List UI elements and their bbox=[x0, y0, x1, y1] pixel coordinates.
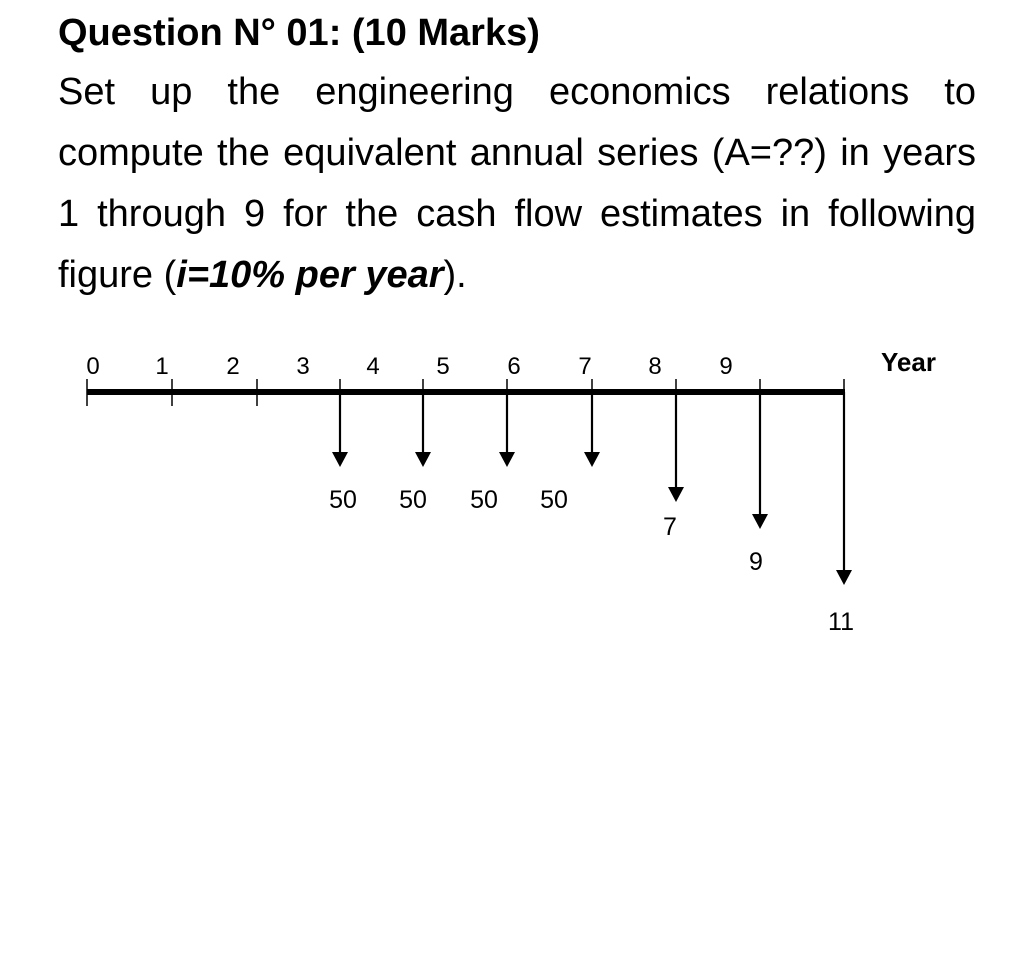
cash-flow-amount: 50 bbox=[540, 486, 568, 514]
arrow-head bbox=[415, 452, 431, 467]
arrow-head bbox=[499, 452, 515, 467]
cash-flow-amount: 50 bbox=[399, 486, 427, 514]
cash-flow-arrow-period-8 bbox=[749, 392, 768, 576]
cash-flow-arrow-period-7 bbox=[663, 392, 684, 541]
period-label-6: 6 bbox=[507, 353, 521, 380]
axis-label-year: Year bbox=[881, 347, 936, 377]
period-label-7: 7 bbox=[578, 353, 592, 380]
cash-flow-amount: 7 bbox=[663, 513, 677, 541]
period-label-9: 9 bbox=[719, 353, 733, 380]
cash-flow-arrow-period-6 bbox=[540, 392, 600, 514]
interest-rate: i=10% per year bbox=[176, 254, 444, 296]
cash-flow-arrow-period-3 bbox=[329, 392, 357, 514]
period-label-1: 1 bbox=[155, 353, 169, 380]
cash-flow-amount: 9 bbox=[749, 548, 763, 576]
period-label-8: 8 bbox=[648, 353, 662, 380]
cash-flow-arrows bbox=[329, 392, 854, 636]
cash-flow-amount: 11 bbox=[828, 608, 854, 636]
period-label-2: 2 bbox=[226, 353, 240, 380]
arrow-head bbox=[332, 452, 348, 467]
period-label-4: 4 bbox=[366, 353, 380, 380]
period-labels bbox=[86, 353, 732, 380]
arrow-head bbox=[668, 487, 684, 502]
question-text: Set up the engineering economics relations to compute the equivalent annual series (A=??) in years 1 through 9 for the cash flow estimates in following figure ( bbox=[58, 71, 976, 296]
arrow-head bbox=[584, 452, 600, 467]
cash-flow-arrow-period-9 bbox=[828, 392, 854, 636]
period-label-0: 0 bbox=[86, 353, 100, 380]
cash-flow-amount: 50 bbox=[470, 486, 498, 514]
question-title: Question N° 01: (10 Marks) bbox=[58, 12, 540, 54]
arrow-head bbox=[836, 570, 852, 585]
period-label-5: 5 bbox=[436, 353, 450, 380]
question-text-end: ). bbox=[443, 254, 467, 296]
cash-flow-arrow-period-5 bbox=[470, 392, 515, 514]
cash-flow-arrow-period-4 bbox=[399, 392, 431, 514]
arrow-head bbox=[752, 514, 768, 529]
cash-flow-amount: 50 bbox=[329, 486, 357, 514]
period-label-3: 3 bbox=[296, 353, 310, 380]
